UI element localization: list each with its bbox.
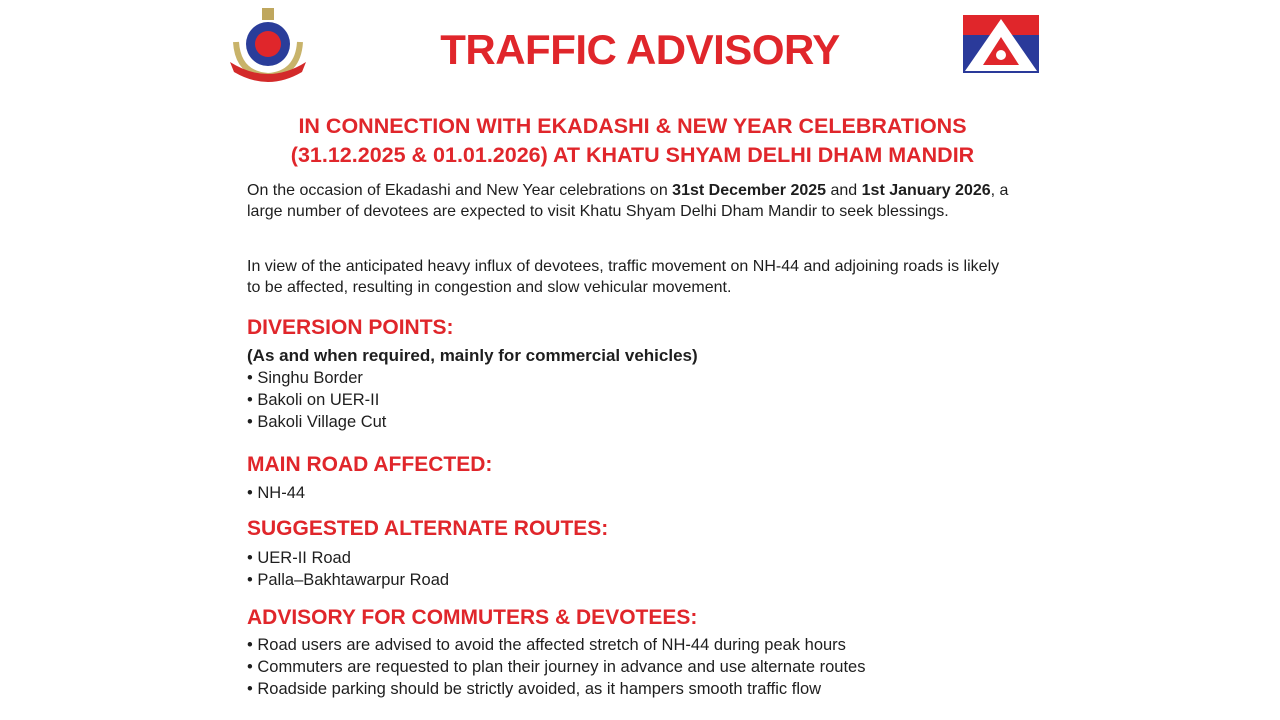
diversion-list xyxy=(247,345,1047,433)
alternate-routes-heading: SUGGESTED ALTERNATE ROUTES: xyxy=(247,517,609,540)
list-item: • Bakoli Village Cut xyxy=(247,411,1047,433)
main-road-heading: MAIN ROAD AFFECTED: xyxy=(247,453,493,476)
subtitle xyxy=(0,112,1265,170)
page-title: TRAFFIC ADVISORY xyxy=(440,26,840,73)
list-item: • NH-44 xyxy=(247,482,1047,504)
text: and xyxy=(826,182,862,199)
date-2: 1st January 2026 xyxy=(861,182,991,199)
list-item: • Commuters are requested to plan their journey in advance and use alternate routes xyxy=(247,656,1067,678)
list-item: • Roadside parking should be strictly avoided, as it hampers smooth traffic flow xyxy=(247,678,1067,700)
advisory-heading: ADVISORY FOR COMMUTERS & DEVOTEES: xyxy=(247,606,698,629)
intro-paragraph-2: In view of the anticipated heavy influx of devotees, traffic movement on NH-44 and adjoining roads is likely to be affected, resulting in congestion and slow vehicular movement. xyxy=(247,258,1000,296)
alternate-routes-list xyxy=(247,547,1047,591)
list-item: • Bakoli on UER-II xyxy=(247,389,1047,411)
subtitle-line-1: IN CONNECTION WITH EKADASHI & NEW YEAR CELEBRATIONS xyxy=(298,114,967,138)
diversion-heading: DIVERSION POINTS: xyxy=(247,316,454,339)
list-item: • UER-II Road xyxy=(247,547,1047,569)
list-item: • Road users are advised to avoid the affected stretch of NH-44 during peak hours xyxy=(247,634,1067,656)
date-1: 31st December 2025 xyxy=(672,182,827,199)
intro-paragraph-1 xyxy=(247,180,1047,222)
list-item: • Palla–Bakhtawarpur Road xyxy=(247,569,1047,591)
text: , a large number of devotees are expected to visit Khatu Shyam Delhi Dham Mandir to seek blessings. xyxy=(247,182,1009,220)
list-item: • Singhu Border xyxy=(247,367,1047,389)
diversion-note: (As and when required, mainly for commercial vehicles) xyxy=(247,346,698,365)
subtitle-line-2: (31.12.2025 & 01.01.2026) AT KHATU SHYAM DELHI DHAM MANDIR xyxy=(290,143,975,167)
text: On the occasion of Ekadashi and New Year celebrations on xyxy=(247,182,673,199)
main-road-list xyxy=(247,482,1047,504)
advisory-list xyxy=(247,634,1067,700)
